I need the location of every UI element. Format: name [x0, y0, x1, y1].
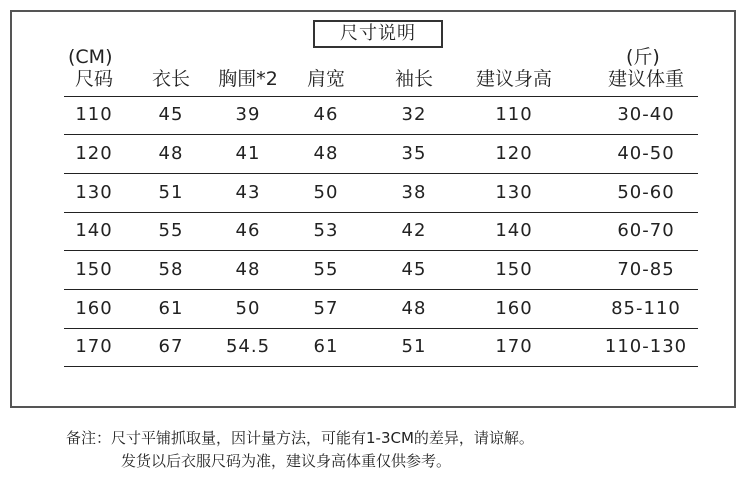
column-header: 肩宽 [306, 68, 345, 90]
row-divider [64, 366, 698, 367]
column-header: 尺码 [74, 68, 113, 90]
table-cell: 150 [495, 259, 533, 280]
column-header: 衣长 [151, 68, 190, 90]
table-cell: 48 [158, 143, 184, 164]
row-divider [64, 289, 698, 290]
row-divider [64, 96, 698, 97]
row-divider [64, 173, 698, 174]
table-cell: 53 [313, 220, 339, 241]
table-cell: 150 [75, 259, 113, 280]
table-cell: 40-50 [617, 143, 675, 164]
table-cell: 55 [313, 259, 339, 280]
table-cell: 35 [401, 143, 427, 164]
table-cell: 54.5 [225, 336, 271, 357]
table-cell: 58 [158, 259, 184, 280]
table-cell: 110 [495, 104, 533, 125]
table-cell: 70-85 [617, 259, 675, 280]
table-cell: 51 [401, 336, 427, 357]
note-line-2: 发货以后衣服尺码为准，建议身高体重仅供参考。 [121, 452, 452, 470]
row-divider [64, 328, 698, 329]
table-cell: 50 [235, 298, 261, 319]
table-cell: 48 [235, 259, 261, 280]
table-cell: 48 [313, 143, 339, 164]
unit-label-jin: (斤) [626, 46, 660, 68]
table-cell: 67 [158, 336, 184, 357]
table-cell: 51 [158, 182, 184, 203]
table-cell: 45 [401, 259, 427, 280]
table-cell: 46 [313, 104, 339, 125]
table-cell: 160 [495, 298, 533, 319]
table-cell: 50 [313, 182, 339, 203]
table-cell: 130 [495, 182, 533, 203]
table-cell: 30-40 [617, 104, 675, 125]
table-cell: 48 [401, 298, 427, 319]
table-cell: 110-130 [604, 336, 688, 357]
column-header: 建议体重 [607, 68, 684, 90]
table-cell: 32 [401, 104, 427, 125]
table-cell: 46 [235, 220, 261, 241]
row-divider [64, 212, 698, 213]
table-cell: 42 [401, 220, 427, 241]
table-cell: 50-60 [617, 182, 675, 203]
table-cell: 130 [75, 182, 113, 203]
table-cell: 110 [75, 104, 113, 125]
table-cell: 85-110 [611, 298, 681, 319]
column-header: 袖长 [394, 68, 433, 90]
table-cell: 170 [495, 336, 533, 357]
table-cell: 120 [495, 143, 533, 164]
row-divider [64, 250, 698, 251]
table-cell: 57 [313, 298, 339, 319]
unit-label-cm: (CM) [68, 46, 113, 68]
table-cell: 160 [75, 298, 113, 319]
column-header: 建议身高 [475, 68, 552, 90]
size-chart-title: 尺寸说明 [313, 20, 443, 48]
table-cell: 38 [401, 182, 427, 203]
table-cell: 39 [235, 104, 261, 125]
table-cell: 45 [158, 104, 184, 125]
table-cell: 61 [158, 298, 184, 319]
table-cell: 41 [235, 143, 261, 164]
column-header: 胸围*2 [218, 68, 278, 90]
note-line-1: 备注：尺寸平铺抓取量，因计量方法，可能有1-3CM的差异，请谅解。 [66, 429, 534, 447]
table-cell: 120 [75, 143, 113, 164]
table-cell: 61 [313, 336, 339, 357]
table-cell: 140 [75, 220, 113, 241]
table-cell: 55 [158, 220, 184, 241]
table-cell: 43 [235, 182, 261, 203]
row-divider [64, 134, 698, 135]
table-cell: 60-70 [617, 220, 675, 241]
table-cell: 140 [495, 220, 533, 241]
table-cell: 170 [75, 336, 113, 357]
